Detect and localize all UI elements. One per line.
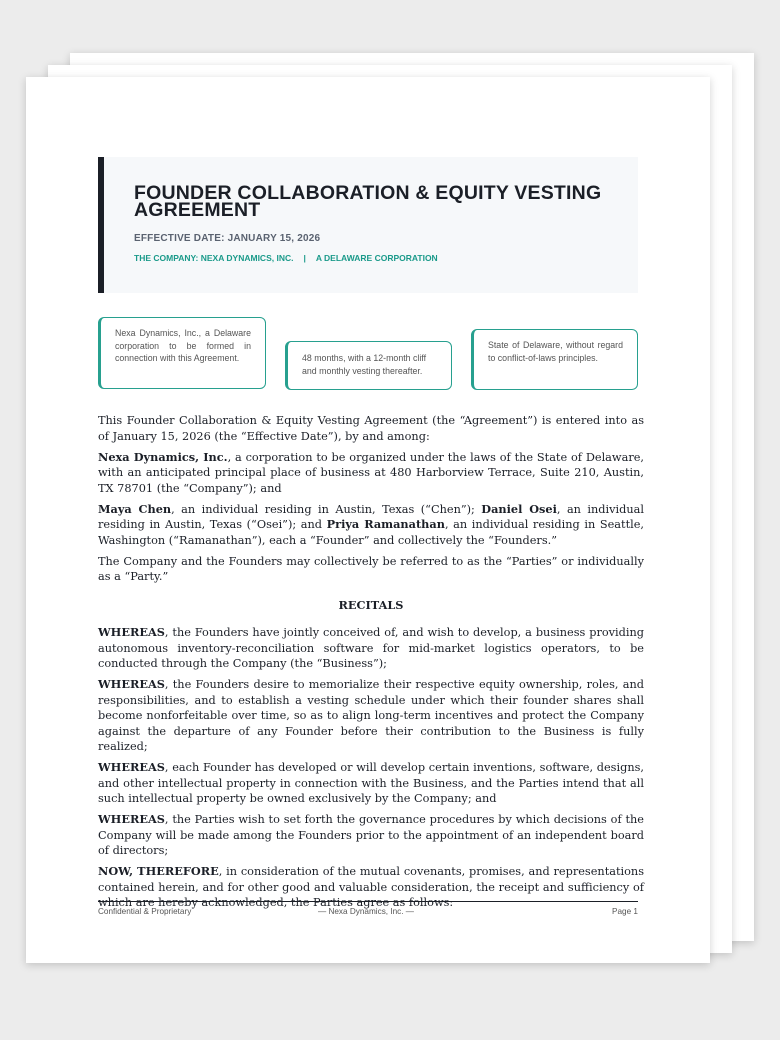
company-line: [134, 253, 438, 263]
company-jurisdiction: A DELAWARE CORPORATION: [315, 253, 438, 263]
company-name: THE COMPANY: NEXA DYNAMICS, INC.: [134, 253, 294, 263]
footer-confidential: Confidential & Proprietary: [98, 907, 192, 916]
company-line-separator: |: [303, 253, 306, 263]
footer-company: — Nexa Dynamics, Inc. —: [318, 907, 414, 916]
summary-card-governing-law: [471, 329, 638, 390]
company-party-paragraph: Nexa Dynamics, Inc., a corporation to be organized under the laws of the State of Delaware, with an anticipated principal place of business at 480 Harborview Terrace, Suite 210, Austin, TX 78701 (the “Company”); and: [98, 449, 644, 495]
footer-rule: [98, 901, 638, 902]
summary-card-text: 48 months, with a 12-month cliff and monthly vesting thereafter.: [302, 353, 427, 376]
recital-paragraph: WHEREAS, the Parties wish to set forth the governance procedures by which decisions of the Company will be made among the Founders prior to the appointment of an independent board of directors;: [98, 812, 644, 857]
recital-paragraph: WHEREAS, the Founders have jointly conceived of, and wish to develop, a business providing autonomous inventory-reconciliation software for mid-market logistics operators, to be conducted through the Company (the “Business”);: [98, 625, 644, 670]
founder-name: Daniel Osei: [481, 501, 557, 516]
agreement-body: [98, 413, 644, 916]
recitals-heading: RECITALS: [338, 597, 404, 612]
founder-name: Maya Chen: [98, 501, 172, 516]
summary-card-text: State of Delaware, without regard to conflict-of-laws principles.: [488, 340, 623, 363]
summary-card-vesting: [285, 341, 452, 390]
founder-name: Priya Ramanathan: [326, 517, 445, 531]
founders-paragraph: Maya Chen, an individual residing in Austin, Texas (“Chen”); Daniel Osei, an individual residing in Austin, Texas (“Osei”); and Priya Ramanathan, an individual residing in Seattle, Washington (“Ramanathan”), each a “Founder” and collectively the “Founders.”: [98, 501, 645, 547]
summary-card-company: [98, 317, 266, 389]
summary-card-text: Nexa Dynamics, Inc., a Delaware corporation to be formed in connection with this Agreement.: [115, 328, 251, 364]
intro-paragraph: This Founder Collaboration & Equity Vesting Agreement (the “Agreement”) is entered into as of January 15, 2026 (the “Effective Date”), by and among:: [98, 414, 644, 443]
effective-date: EFFECTIVE DATE: JANUARY 15, 2026: [134, 233, 321, 244]
title-block: [98, 157, 638, 293]
recital-paragraph: WHEREAS, the Founders desire to memorialize their respective equity ownership, roles, and responsibilities, and to establish a vesting schedule under which their founder shares shall become nonforfeitable over time, so as to align long-term incentives and protect the Company against the departure of any Founder before their contribution to the Business is fully realized;: [98, 677, 644, 753]
parties-paragraph: The Company and the Founders may collectively be referred to as the “Parties” or individually as a “Party.”: [98, 554, 644, 583]
document-page: [26, 77, 710, 963]
now-therefore-paragraph: NOW, THEREFORE, in consideration of the mutual covenants, promises, and representations contained herein, and for other good and valuable consideration, the receipt and sufficiency of which are hereby acknowledged, the Parties agree as follows:: [98, 864, 644, 909]
company-party-name: Nexa Dynamics, Inc.: [98, 449, 228, 464]
document-title: FOUNDER COLLABORATION & EQUITY VESTING AGREEMENT: [134, 182, 602, 221]
footer-page-number: Page 1: [612, 907, 638, 916]
recital-paragraph: WHEREAS, each Founder has developed or will develop certain inventions, software, designs, and other intellectual property in connection with the Business, and the Parties intend that all such intellectual property be owned exclusively by the Company; and: [98, 760, 644, 805]
